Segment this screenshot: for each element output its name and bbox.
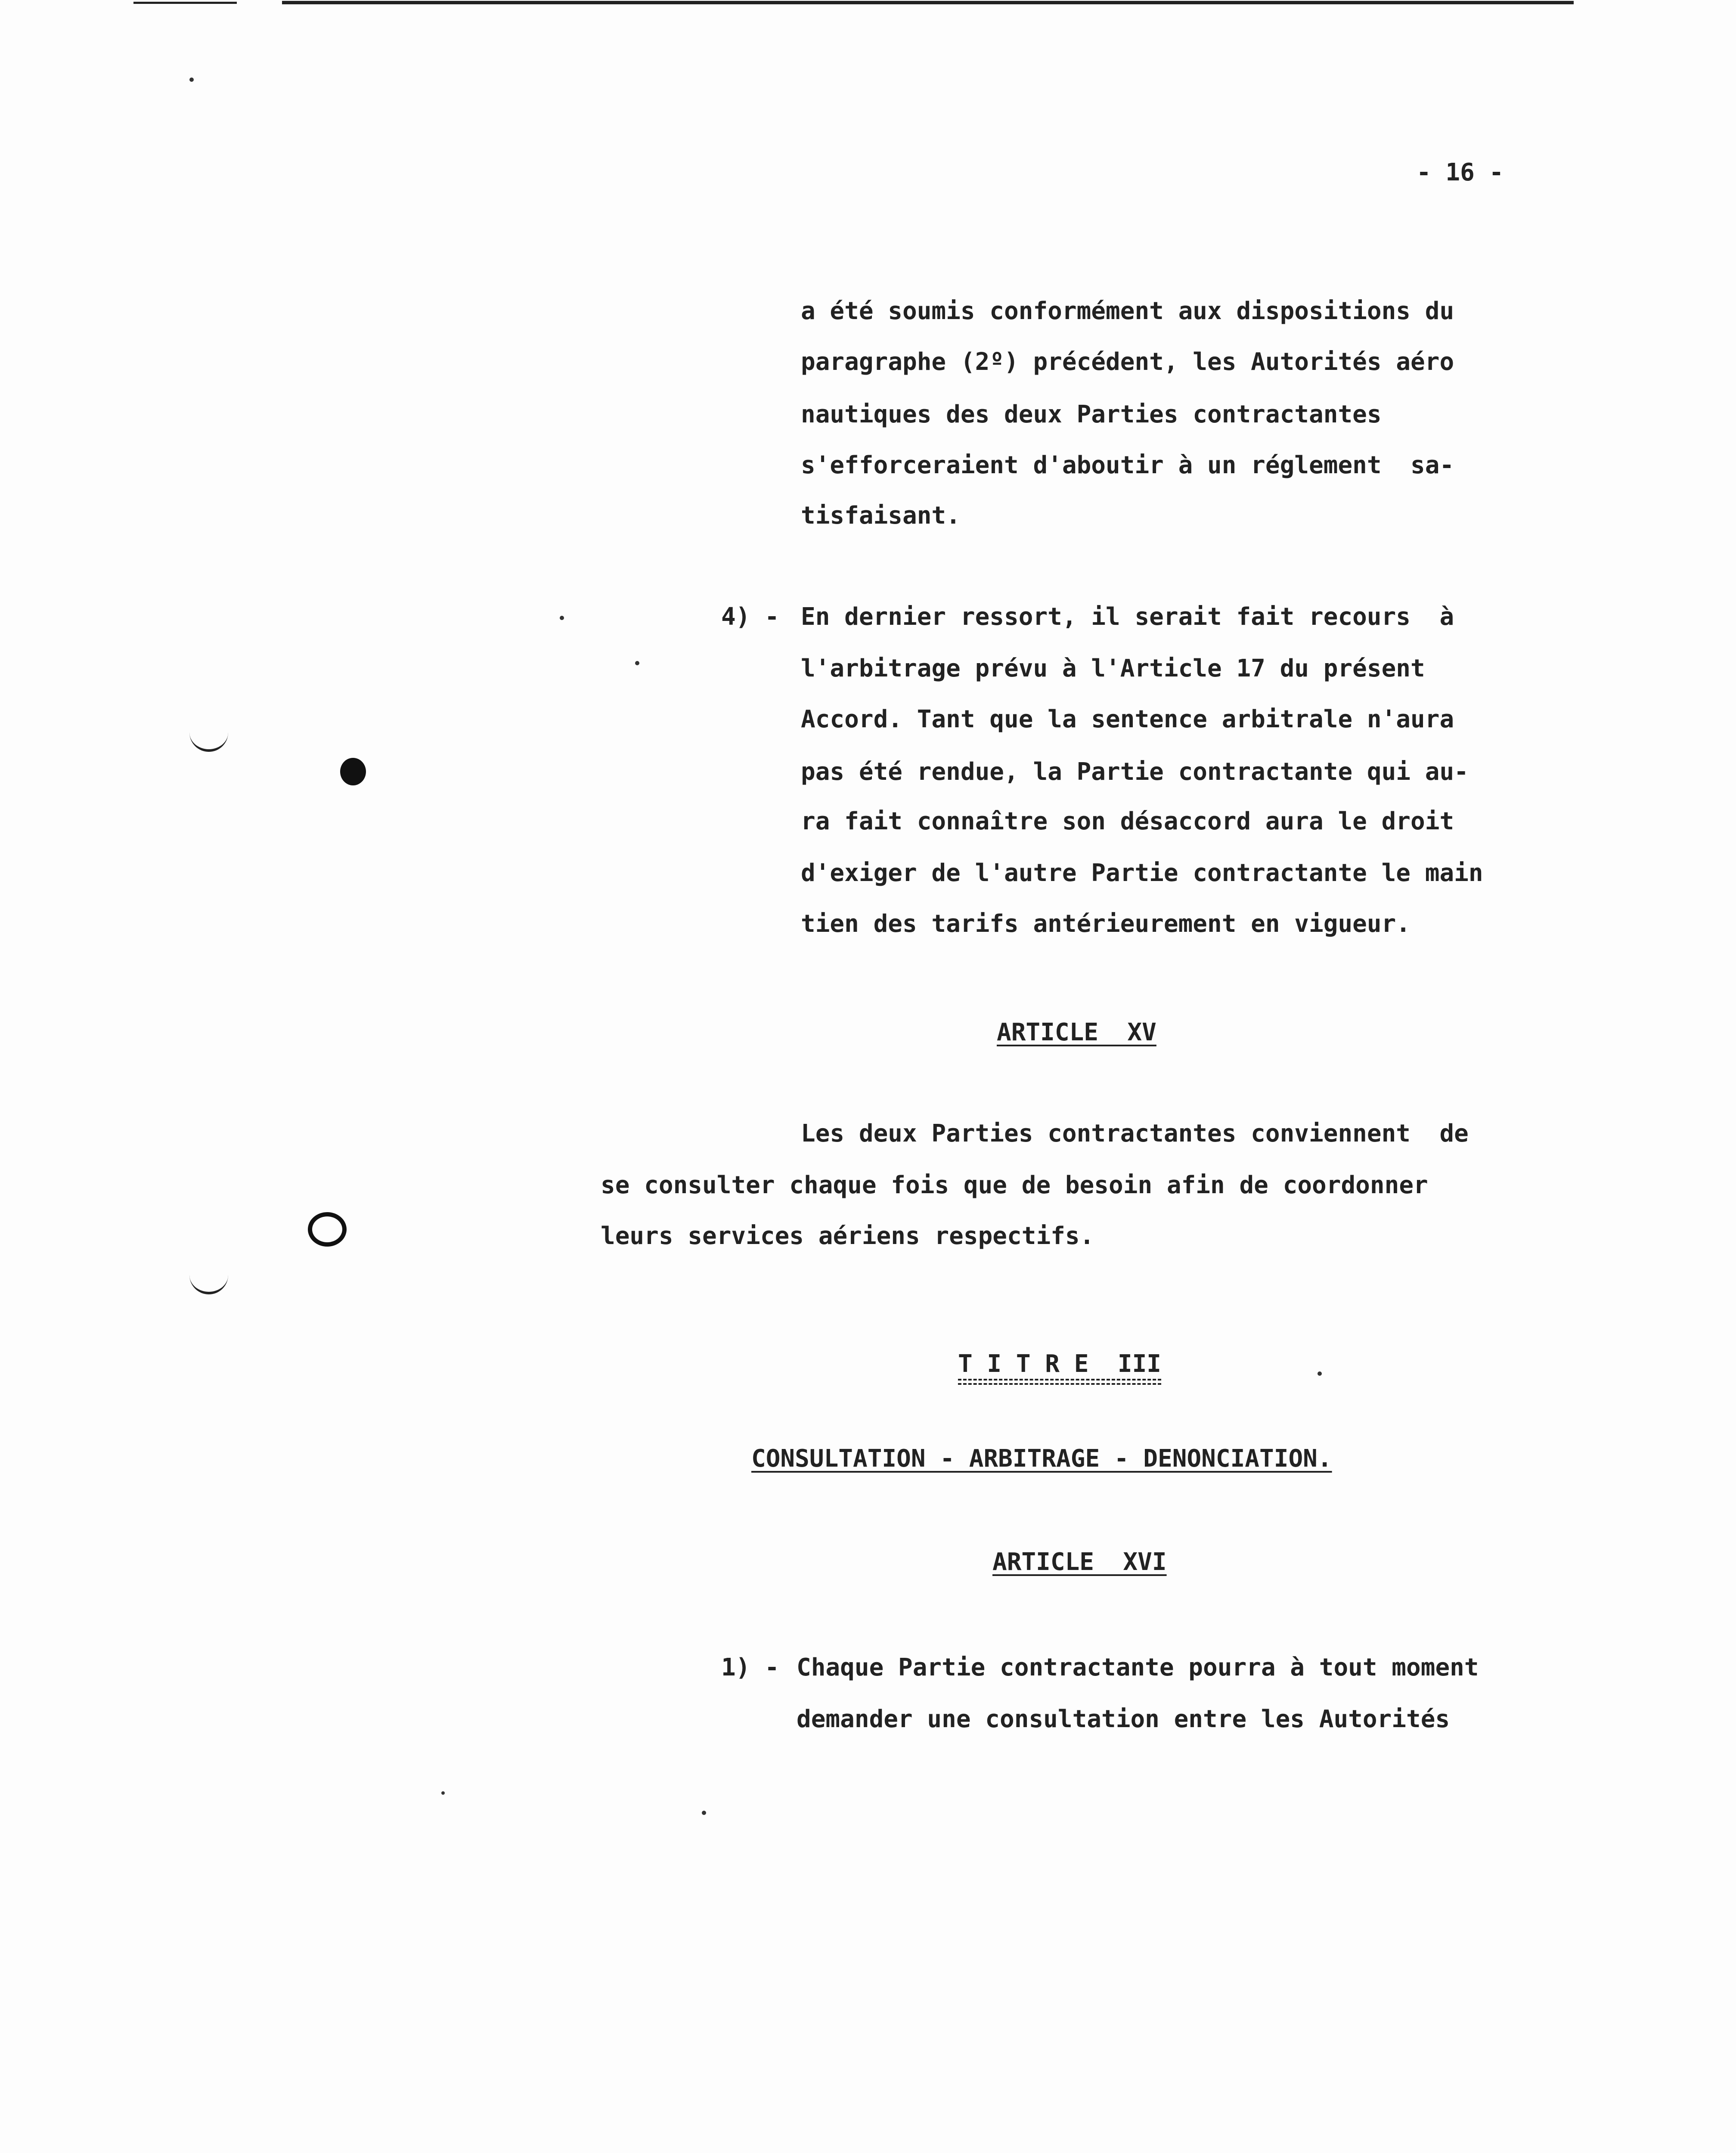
scan-speck [441,1791,445,1795]
punch-hole-mark [308,1212,347,1247]
paragraph-line: Les deux Parties contractantes conviennent de [801,1120,1469,1148]
title-heading: T I T R E III [958,1352,1161,1381]
paragraph-line: Accord. Tant que la sentence arbitrale n'aura [801,705,1454,733]
punch-hole-mark [340,758,366,785]
paragraph-line: En dernier ressort, il serait fait recours à [801,603,1454,631]
scan-speck [1318,1371,1322,1376]
scan-speck [560,616,564,620]
scan-speck [635,661,639,665]
binding-mark [189,732,228,752]
scan-speck [702,1811,706,1815]
paragraph-line: tien des tarifs antérieurement en vigueur. [801,910,1411,938]
paragraph-line: s'efforceraient d'aboutir à un réglement sa- [801,451,1454,479]
item-number: 4) - [721,603,779,631]
top-rule [282,1,1574,4]
paragraph-line: d'exiger de l'autre Partie contractante le main [801,859,1483,887]
binding-mark [189,1275,228,1294]
paragraph-line: paragraphe (2º) précédent, les Autorités aéro [801,348,1454,376]
paragraph-line: leurs services aériens respectifs. [601,1222,1094,1250]
paragraph-line: l'arbitrage prévu à l'Article 17 du présent [801,655,1425,683]
item-number: 1) - [721,1654,779,1681]
paragraph-line: pas été rendue, la Partie contractante qui au- [801,758,1469,786]
paragraph-line: demander une consultation entre les Autorités [797,1705,1450,1733]
top-rule [133,2,237,4]
article-heading: ARTICLE XV [997,1018,1156,1046]
paragraph-line: tisfaisant. [801,502,961,530]
paragraph-line: ra fait connaître son désaccord aura le droit [801,807,1454,835]
article-heading: ARTICLE XVI [992,1548,1167,1576]
paragraph-line: se consulter chaque fois que de besoin afin de coordonner [601,1171,1428,1199]
paragraph-line: Chaque Partie contractante pourra à tout moment [797,1654,1479,1681]
page-number: - 16 - [1417,158,1504,186]
paragraph-line: nautiques des deux Parties contractantes [801,400,1382,428]
scan-speck [189,78,194,82]
title-subtitle: CONSULTATION - ARBITRAGE - DENONCIATION. [751,1445,1332,1473]
paragraph-line: a été soumis conformément aux dispositions du [801,297,1454,325]
